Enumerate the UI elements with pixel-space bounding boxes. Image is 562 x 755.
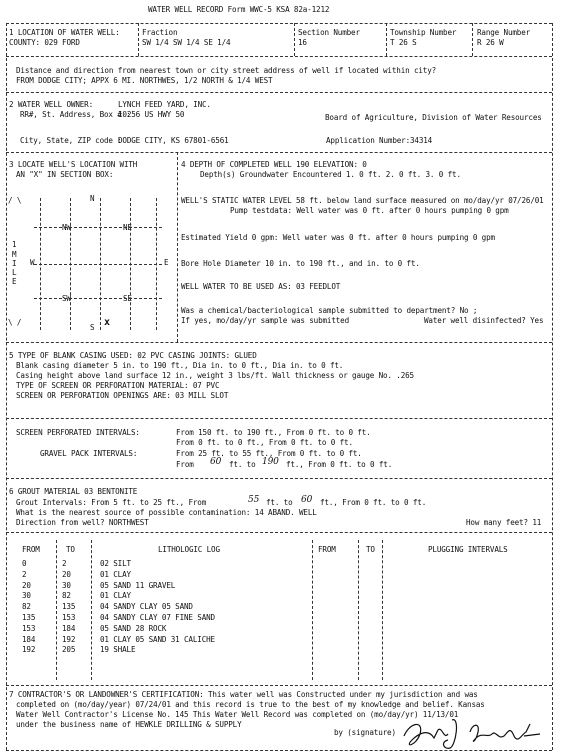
- cert-line-2: completed on (mo/day/year) 07/24/01 and this record is true to the best of my knowledge and belief. Kansas: [16, 700, 485, 709]
- use-line: WELL WATER TO BE USED AS: 03 FEEDLOT: [181, 282, 341, 291]
- north-label: N: [90, 194, 95, 203]
- perf-row: From 0 ft. to 0 ft., From 0 ft. to 0 ft.: [176, 438, 353, 447]
- city-label: City, State, ZIP code :: [20, 136, 122, 145]
- log-desc: 01 CLAY 05 SAND 31 CALICHE: [100, 634, 215, 644]
- yield-line: Estimated Yield 0 gpm: Well water was 0 ft. after 0 hours pumping 0 gpm: [181, 233, 495, 242]
- log-from: 30: [22, 591, 31, 601]
- sw-label: SW: [62, 294, 71, 303]
- bore-line: Bore Hole Diameter 10 in. to 190 ft., and in. to 0 ft.: [181, 259, 420, 268]
- county-value: COUNTY: 029 FORD: [9, 38, 80, 47]
- distance-label: Distance and direction from nearest town or city street address of well if located within city?: [16, 66, 437, 75]
- range-value: R 26 W: [477, 38, 504, 47]
- openings-line: SCREEN OR PERFORATION OPENINGS ARE: 03 MILL SLOT: [16, 391, 229, 400]
- mile-l: L: [12, 268, 17, 277]
- log-desc: 19 SHALE: [100, 645, 136, 655]
- grout-from-value: 55: [248, 495, 260, 505]
- log-from: 82: [22, 602, 31, 612]
- gravel-from-label: From: [176, 460, 194, 469]
- log-from: 0: [22, 559, 27, 568]
- chem-date-line: If yes, mo/day/yr sample was submitted: [181, 316, 350, 325]
- screen-type-line: TYPE OF SCREEN OR PERFORATION MATERIAL: 07 PVC: [16, 381, 220, 390]
- log-to: 205: [62, 645, 76, 655]
- owner-value: LYNCH FEED YARD, INC.: [118, 100, 211, 109]
- cert-line-3: Water Well Contractor's License No. 145 This Water Well Record was completed on (mo/day/yr) 11/13/01: [16, 710, 459, 719]
- log-to: 2: [62, 559, 67, 568]
- address-label: RR#, St. Address, Box # :: [20, 110, 131, 119]
- col-to2-header: TO: [366, 545, 375, 554]
- location-label: 1 LOCATION OF WATER WELL:: [9, 28, 120, 37]
- perforated-label: SCREEN PERFORATED INTERVALS:: [16, 428, 140, 437]
- col-log-header: LITHOLOGIC LOG: [158, 545, 220, 554]
- log-desc: 04 SANDY CLAY 07 FINE SAND: [100, 613, 215, 622]
- grout-material-line: 6 GROUT MATERIAL 03 BENTONITE: [9, 487, 138, 496]
- log-desc: 05 SAND 11 GRAVEL: [100, 580, 176, 590]
- log-to: 82: [62, 591, 71, 601]
- pump-test-line: Pump testdata: Well water was 0 ft. after 0 hours pumping 0 gpm: [230, 206, 509, 215]
- range-label: Range Number: [477, 28, 531, 37]
- nw-label: NW: [62, 223, 71, 232]
- locate-label-1: 3 LOCATE WELL'S LOCATION WITH: [9, 160, 138, 169]
- direction-line: Direction from well? NORTHWEST: [16, 518, 149, 527]
- log-from: 135: [22, 613, 36, 622]
- cert-line-1: 7 CONTRACTOR'S OR LANDOWNER'S CERTIFICATION: This water well was Constructed under my jurisdiction and was: [9, 690, 478, 699]
- section-label: Section Number: [298, 28, 360, 37]
- col-from-header: FROM: [22, 545, 40, 554]
- fraction-value: SW 1/4 SW 1/4 SE 1/4: [142, 38, 231, 47]
- log-to: 20: [62, 569, 71, 579]
- col-from2-header: FROM: [318, 545, 336, 554]
- box-slash-tl: / \: [8, 196, 22, 205]
- gravel-row: From 25 ft. to 55 ft., From 0 ft. to 0 ft.: [176, 449, 362, 458]
- log-from: 153: [22, 623, 36, 633]
- perf-row: From 150 ft. to 190 ft., From 0 ft. to 0 ft.: [176, 428, 371, 437]
- distance-value: FROM DODGE CITY; APPX 6 MI. NORTHWES, 1/2 NORTH & 1/4 WEST: [16, 76, 273, 85]
- col-plug-header: PLUGGING INTERVALS: [428, 545, 508, 554]
- static-level-line: WELL'S STATIC WATER LEVEL 58 ft. below land surface measured on mo/day/yr 07/26/01: [181, 196, 544, 205]
- log-to: 30: [62, 580, 71, 590]
- log-desc: 02 SILT: [100, 559, 131, 568]
- log-to: 153: [62, 613, 76, 622]
- township-label: Township Number: [390, 28, 457, 37]
- blank-casing-line: Blank casing diameter 5 in. to 190 ft., Dia in. to 0 ft., Dia in. to 0 ft.: [16, 361, 344, 370]
- signature-label: by (signature): [334, 728, 396, 737]
- grout-to-value: 60: [301, 495, 313, 505]
- gravel-rest: ft., From 0 ft. to 0 ft.: [286, 460, 393, 469]
- gravel-label: GRAVEL PACK INTERVALS:: [40, 449, 138, 458]
- log-desc: 01 CLAY: [100, 569, 131, 579]
- gravel-from-value: 60: [210, 457, 222, 467]
- gravel-to-value: 190: [262, 457, 279, 467]
- log-from: 192: [22, 645, 36, 655]
- log-desc: 05 SAND 28 ROCK: [100, 623, 167, 633]
- log-to: 184: [62, 623, 76, 633]
- chem-line: Was a chemical/bacteriological sample submitted to department? No ;: [181, 306, 478, 315]
- application-value: 34314: [410, 136, 433, 145]
- application-label: Application Number:: [326, 136, 411, 145]
- disinfected-line: Water well disinfected? Yes: [424, 316, 544, 325]
- log-to: 135: [62, 602, 76, 612]
- section-value: 16: [298, 38, 307, 47]
- ne-label: NE: [123, 223, 132, 232]
- mile-e: E: [12, 277, 17, 286]
- south-label: S: [90, 323, 95, 332]
- gravel-to-label: ft. to: [229, 460, 256, 469]
- casing-type-line: 5 TYPE OF BLANK CASING USED: 02 PVC CASING JOINTS: GLUED: [9, 351, 257, 360]
- how-many-feet: How many feet? 11: [466, 518, 542, 527]
- log-desc: 04 SANDY CLAY 05 SAND: [100, 602, 193, 612]
- log-from: 184: [22, 634, 36, 644]
- box-slash-bl: \ /: [8, 318, 22, 327]
- form-title: WATER WELL RECORD Form WWC-5 KSA 82a-1212: [148, 5, 330, 14]
- mile-i: I: [12, 259, 17, 268]
- well-mark-x: x: [104, 317, 110, 328]
- east-label: E: [164, 258, 169, 267]
- township-value: T 26 S: [390, 38, 417, 47]
- cert-line-4: under the business name of HEWKLE DRILLING & SUPPLY: [16, 720, 242, 729]
- mile-m: M: [12, 250, 17, 259]
- contamination-line: What is the nearest source of possible contamination: 14 ABAND. WELL: [16, 508, 317, 517]
- grout-int-start: Grout Intervals: From 5 ft. to 25 ft., From: [16, 498, 207, 507]
- board-text: Board of Agriculture, Division of Water Resources: [325, 113, 542, 122]
- city-value: DODGE CITY, KS 67801-6561: [118, 136, 229, 145]
- groundwater-line: Depth(s) Groundwater Encountered 1. 0 ft. 2. 0 ft. 3. 0 ft.: [200, 170, 461, 179]
- grout-int-rest: ft., From 0 ft. to 0 ft.: [320, 498, 427, 507]
- owner-label: 2 WATER WELL OWNER:: [9, 100, 94, 109]
- log-from: 20: [22, 580, 31, 590]
- log-desc: 01 CLAY: [100, 591, 131, 601]
- address-value: 10256 US HWY 50: [118, 110, 185, 119]
- depth-line: 4 DEPTH OF COMPLETED WELL 190 ELEVATION: 0: [181, 160, 367, 169]
- casing-height-line: Casing height above land surface 12 in., weight 3 lbs/ft. Wall thickness or gauge No. .265: [16, 371, 414, 380]
- west-label: W: [30, 258, 35, 267]
- col-to-header: TO: [66, 545, 75, 554]
- fraction-label: Fraction: [142, 28, 178, 37]
- locate-label-2: AN "X" IN SECTION BOX:: [16, 170, 114, 179]
- mile-1: 1: [12, 240, 17, 249]
- log-from: 2: [22, 569, 27, 579]
- log-to: 192: [62, 634, 76, 644]
- se-label: SE: [123, 294, 132, 303]
- grout-to-label: ft. to: [266, 498, 293, 507]
